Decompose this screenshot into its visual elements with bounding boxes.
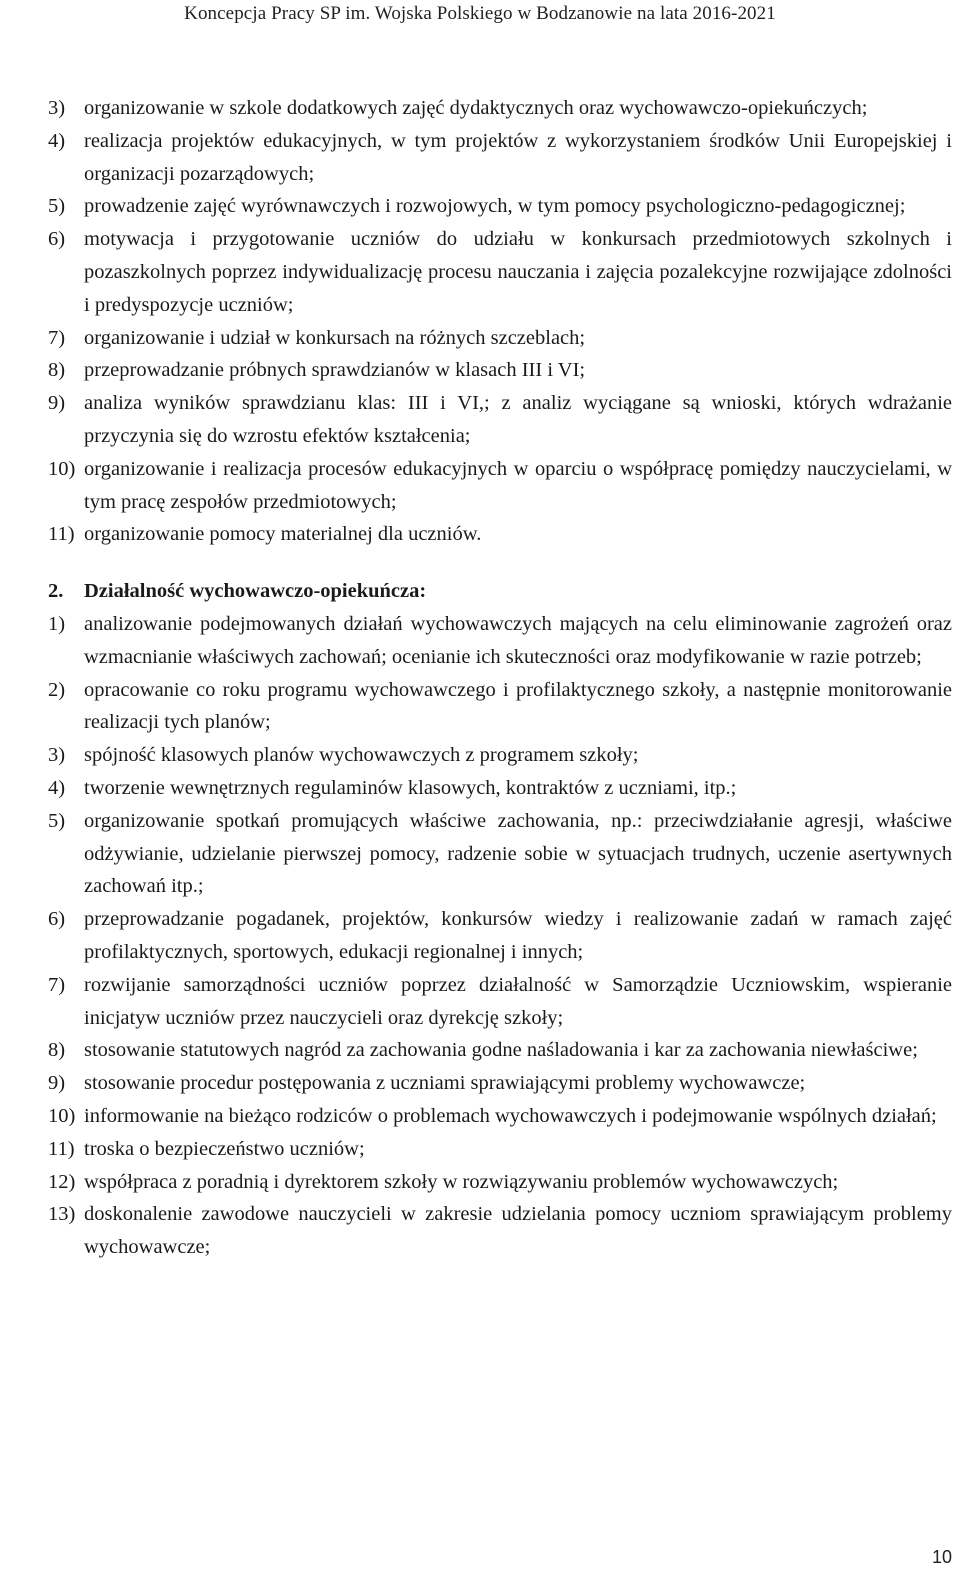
list-item	[48, 903, 952, 969]
section-spacer	[48, 551, 952, 575]
list-item	[48, 223, 952, 321]
item-text: tworzenie wewnętrznych regulaminów klasowych, kontraktów z uczniami, itp.;	[84, 776, 737, 799]
item-number: 10)	[48, 1104, 76, 1127]
item-text: przeprowadzanie pogadanek, projektów, konkursów wiedzy i realizowanie zadań w ramach zajęć profilaktycznych, sportowych, edukacji regionalnej i innych;	[84, 908, 952, 963]
item-text: realizacja projektów edukacyjnych, w tym projektów z wykorzystaniem środków Unii Europejskiej i organizacji pozarządowych;	[84, 129, 952, 185]
item-number: 1)	[48, 612, 66, 635]
item-text: stosowanie procedur postępowania z uczniami sprawiającymi problemy wychowawcze;	[84, 1072, 806, 1095]
list-1	[48, 92, 952, 551]
list-item	[48, 518, 952, 551]
item-text: motywacja i przygotowanie uczniów do udziału w konkursach przedmiotowych szkolnych i pozaszkolnych poprzez indywidualizację procesu nauczania i zajęcia pozalekcyjne rozwijające zdolności i predyspozycje uczniów;	[84, 228, 952, 316]
list-item	[48, 969, 952, 1035]
list-item	[48, 1100, 952, 1133]
item-number: 3)	[48, 744, 66, 767]
item-number: 9)	[48, 1072, 66, 1095]
list-item	[48, 190, 952, 223]
item-number: 8)	[48, 359, 66, 382]
item-text: organizowanie spotkań promujących właściwe zachowania, np.: przeciwdziałanie agresji, właściwe odżywianie, udzielanie pierwszej pomocy, radzenie sobie w sytuacjach trudnych, uczenie asertywnych zachowań itp.;	[84, 809, 952, 898]
list-item	[48, 772, 952, 805]
list-item	[48, 1133, 952, 1166]
item-text: organizowanie pomocy materialnej dla uczniów.	[84, 523, 482, 546]
item-text: przeprowadzanie próbnych sprawdzianów w klasach III i VI;	[84, 359, 586, 382]
item-number: 5)	[48, 195, 66, 218]
item-text: organizowanie w szkole dodatkowych zajęć dydaktycznych oraz wychowawczo-opiekuńczych;	[84, 97, 868, 119]
item-number: 8)	[48, 1039, 66, 1062]
item-number: 11)	[48, 523, 75, 546]
list-item	[48, 354, 952, 387]
item-number: 13)	[48, 1203, 76, 1226]
list-item	[48, 739, 952, 772]
item-number: 12)	[48, 1170, 76, 1193]
item-number: 7)	[48, 326, 66, 349]
item-text: organizowanie i realizacja procesów edukacyjnych w oparciu o współpracę pomiędzy nauczycielami, w tym pracę zespołów przedmiotowych;	[84, 457, 952, 513]
page-number: 10	[931, 1547, 952, 1567]
item-text: prowadzenie zajęć wyrównawczych i rozwojowych, w tym pomocy psychologiczno-pedagogicznej;	[84, 195, 906, 218]
item-number: 2)	[48, 678, 66, 701]
item-number: 5)	[48, 809, 66, 832]
list-item	[48, 674, 952, 740]
list-item	[48, 125, 952, 191]
item-number: 4)	[48, 129, 66, 152]
section-heading	[48, 575, 952, 608]
list-item	[48, 387, 952, 453]
list-2	[48, 608, 952, 1264]
item-text: organizowanie i udział w konkursach na różnych szczeblach;	[84, 326, 586, 349]
item-text: analiza wyników sprawdzianu klas: III i VI,; z analiz wyciągane są wnioski, których wdrażanie przyczynia się do wzrostu efektów kształcenia;	[84, 392, 952, 447]
item-text: opracowanie co roku programu wychowawczego i profilaktycznego szkoły, a następnie monitorowanie realizacji tych planów;	[84, 678, 952, 734]
list-item	[48, 805, 952, 903]
item-text: stosowanie statutowych nagród za zachowania godne naśladowania i kar za zachowania niewłaściwe;	[84, 1039, 918, 1062]
item-number: 9)	[48, 392, 66, 415]
list-item	[48, 322, 952, 355]
list-item	[48, 1166, 952, 1199]
document-body	[48, 92, 952, 1264]
item-text: współpraca z poradnią i dyrektorem szkoły w rozwiązywaniu problemów wychowawczych;	[84, 1170, 839, 1193]
item-number: 10)	[48, 457, 76, 480]
item-text: doskonalenie zawodowe nauczycieli w zakresie udzielania pomocy uczniom sprawiającym problemy wychowawcze;	[84, 1203, 952, 1259]
list-item	[48, 92, 952, 125]
list-item	[48, 453, 952, 519]
item-number: 3)	[48, 97, 66, 119]
item-text: analizowanie podejmowanych działań wychowawczych mających na celu eliminowanie zagrożeń oraz wzmacnianie właściwych zachowań; ocenianie ich skuteczności oraz modyfikowanie w razie potrzeb;	[84, 612, 952, 668]
item-text: spójność klasowych planów wychowawczych z programem szkoły;	[84, 744, 639, 767]
list-item	[48, 1067, 952, 1100]
section-number: 2.	[48, 580, 64, 603]
list-item	[48, 608, 952, 674]
list-item	[48, 1198, 952, 1264]
item-number: 11)	[48, 1137, 75, 1160]
list-item	[48, 1034, 952, 1067]
item-number: 7)	[48, 973, 66, 996]
item-number: 6)	[48, 908, 66, 931]
page-header: Koncepcja Pracy SP im. Wojska Polskiego w Bodzanowie na lata 2016-2021	[184, 3, 776, 24]
item-number: 6)	[48, 228, 66, 251]
section-title: Działalność wychowawczo-opiekuńcza:	[84, 580, 427, 603]
item-text: troska o bezpieczeństwo uczniów;	[84, 1137, 365, 1160]
item-number: 4)	[48, 776, 66, 799]
item-text: rozwijanie samorządności uczniów poprzez działalność w Samorządzie Uczniowskim, wspieranie inicjatyw uczniów przez nauczycieli oraz dyrekcję szkoły;	[84, 973, 952, 1029]
item-text: informowanie na bieżąco rodziców o problemach wychowawczych i podejmowanie wspólnych działań;	[84, 1104, 937, 1127]
